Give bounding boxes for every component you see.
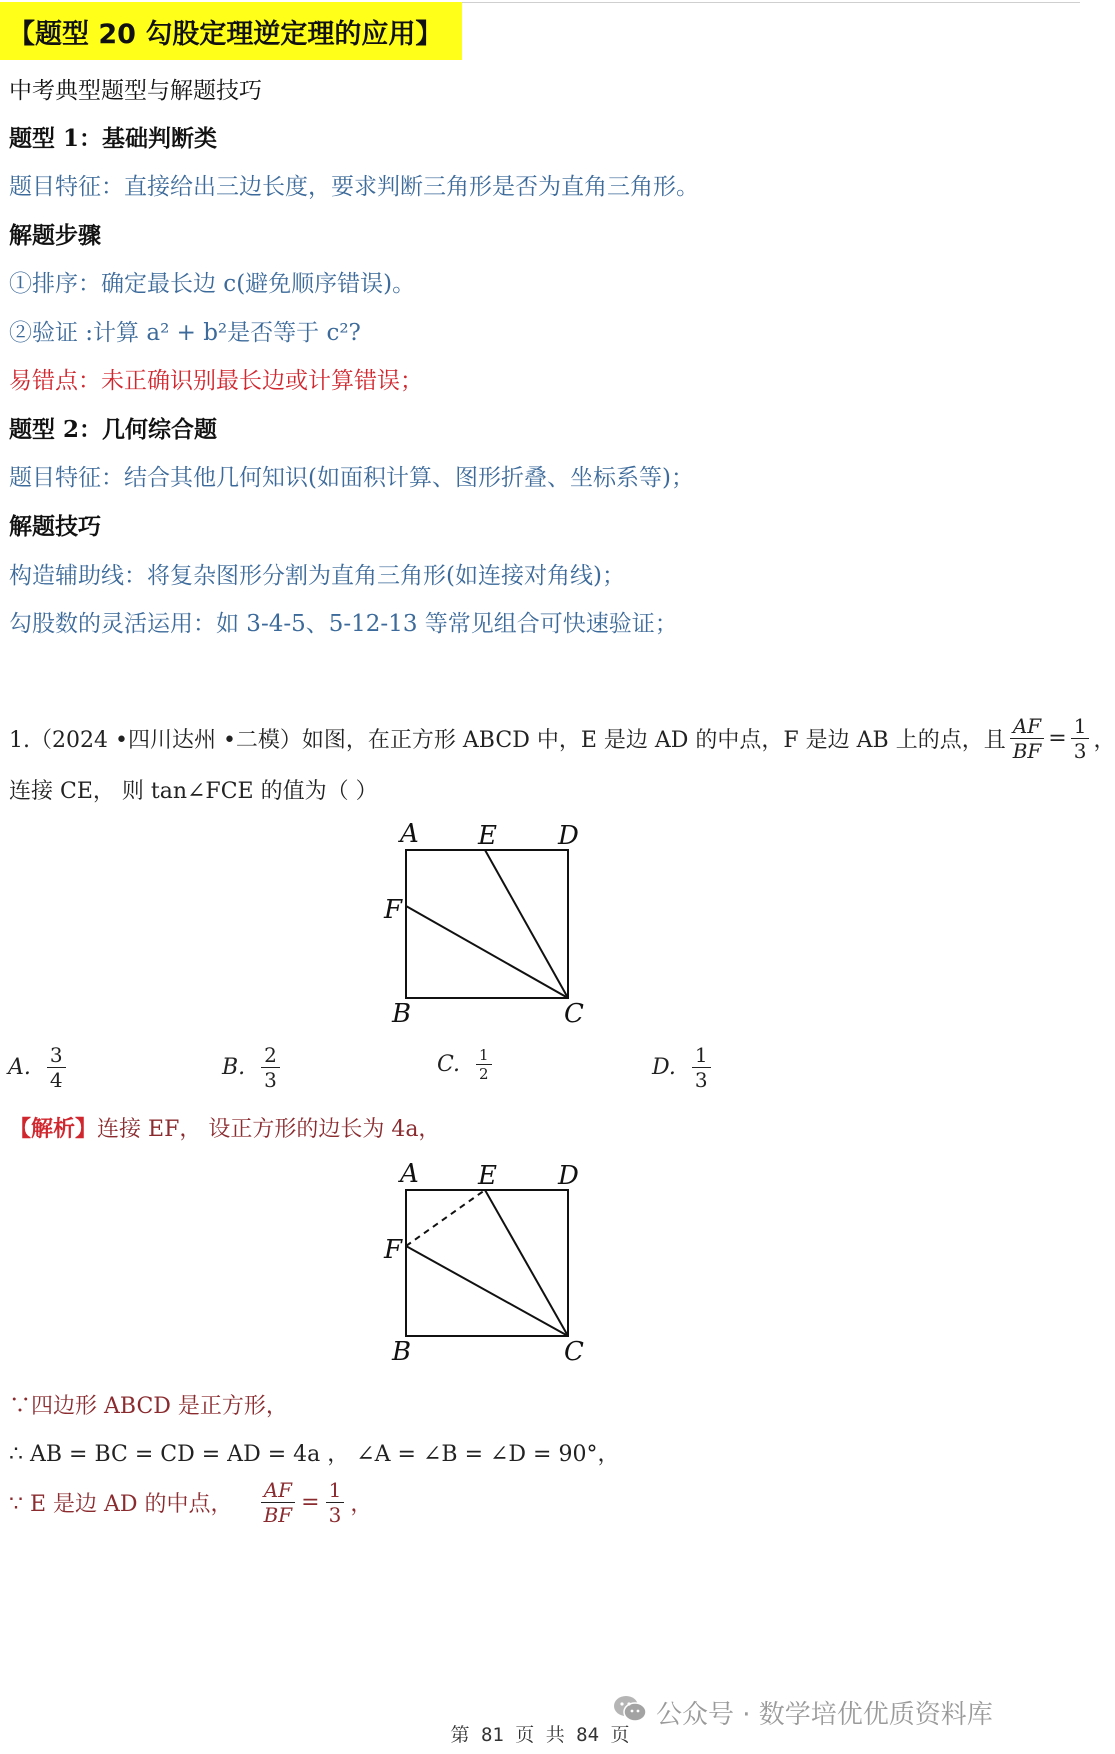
segment-fc bbox=[406, 906, 568, 998]
ratio-value-numerator: 1 bbox=[1071, 714, 1090, 739]
option-d[interactable] bbox=[652, 1043, 711, 1092]
solution-ratio-value-num: 1 bbox=[326, 1478, 345, 1503]
question-line-2: 连接 CE， 则 tan∠FCE 的值为（ ） bbox=[9, 779, 378, 804]
label-f: F bbox=[384, 895, 403, 925]
type1-feature: 题目特征：直接给出三边长度，要求判断三角形是否为直角三角形。 bbox=[9, 174, 699, 200]
square-outline bbox=[406, 850, 568, 998]
solution-ratio-fraction bbox=[261, 1478, 296, 1527]
option-a[interactable] bbox=[8, 1043, 66, 1092]
option-b-den: 3 bbox=[264, 1068, 277, 1092]
question-stem bbox=[9, 714, 1115, 763]
label-a: A bbox=[400, 819, 419, 849]
type2-feature: 题目特征：结合其他几何知识(如面积计算、图形折叠、坐标系等)； bbox=[9, 465, 694, 491]
solution-square-outline bbox=[406, 1190, 568, 1336]
option-c[interactable] bbox=[437, 1046, 492, 1083]
option-c-fraction bbox=[476, 1046, 492, 1083]
solution-segment-fc bbox=[406, 1246, 568, 1336]
option-d-num: 1 bbox=[692, 1043, 711, 1068]
solution-figure bbox=[380, 1159, 620, 1372]
watermark-text: 公众号 · 数学培优优质资料库 bbox=[656, 1700, 993, 1730]
pitfall-note: 易错点：未正确识别最长边或计算错误； bbox=[9, 368, 423, 394]
steps-title: 解题步骤 bbox=[9, 222, 101, 249]
option-d-fraction bbox=[692, 1043, 711, 1092]
segment-ec bbox=[485, 850, 568, 998]
solution-ratio-eq: = bbox=[301, 1490, 320, 1515]
step-1: ①排序：确定最长边 c(避免顺序错误)。 bbox=[9, 271, 416, 297]
solution-line-1-text: 连接 EF， 设正方形的边长为 4a， bbox=[97, 1117, 441, 1142]
option-a-letter: A. bbox=[8, 1055, 31, 1080]
sol-label-d: D bbox=[558, 1161, 579, 1191]
ratio-value-denominator: 3 bbox=[1073, 739, 1087, 763]
ratio-value bbox=[1071, 714, 1090, 763]
sol-label-f: F bbox=[384, 1235, 403, 1265]
option-b-num: 2 bbox=[261, 1043, 280, 1068]
option-a-fraction bbox=[47, 1043, 66, 1092]
solution-segment-ef-dashed bbox=[406, 1190, 485, 1246]
sol-label-a: A bbox=[400, 1159, 419, 1189]
solution-line-4-post: ， bbox=[350, 1492, 373, 1517]
option-c-den: 2 bbox=[479, 1065, 489, 1083]
solution-segment-ec bbox=[485, 1190, 568, 1336]
ratio-comma: ， bbox=[1093, 728, 1115, 753]
option-c-num: 1 bbox=[476, 1046, 492, 1065]
solution-tag: 【解析】 bbox=[9, 1116, 98, 1142]
solution-ratio-value bbox=[326, 1478, 345, 1527]
label-e: E bbox=[478, 821, 497, 851]
solution-ratio-value-den: 3 bbox=[328, 1503, 342, 1527]
square-figure bbox=[380, 820, 620, 1035]
tip-1: 构造辅助线：将复杂图形分割为直角三角形(如连接对角线)； bbox=[9, 563, 625, 589]
solution-ratio-den: BF bbox=[263, 1503, 293, 1527]
solution-line-1 bbox=[9, 1112, 440, 1143]
tip-2: 勾股数的灵活运用：如 3-4-5、5-12-13 等常见组合可快速验证； bbox=[9, 611, 678, 637]
option-a-num: 3 bbox=[47, 1043, 66, 1068]
ratio-fraction bbox=[1010, 714, 1045, 763]
question-lead: 1.（2024 •四川达州 •二模）如图，在正方形 ABCD 中，E 是边 AD 的中点，F 是边 AB 上的点，且 bbox=[9, 728, 1006, 753]
option-c-letter: C. bbox=[437, 1052, 461, 1077]
top-divider bbox=[462, 2, 1080, 3]
option-b[interactable] bbox=[222, 1043, 280, 1092]
sol-label-b: B bbox=[392, 1337, 412, 1367]
solution-ratio-num: AF bbox=[261, 1478, 295, 1503]
intro-heading: 中考典型题型与解题技巧 bbox=[9, 78, 262, 104]
ratio-numerator: AF bbox=[1010, 714, 1044, 739]
option-b-fraction bbox=[261, 1043, 280, 1092]
type1-title: 题型 1：基础判断类 bbox=[9, 125, 218, 152]
ratio-equals: = bbox=[1048, 726, 1067, 751]
step-2: ②验证 :计算 a² + b²是否等于 c²? bbox=[9, 320, 361, 346]
label-d: D bbox=[558, 821, 579, 851]
option-d-den: 3 bbox=[694, 1068, 708, 1092]
page-number: 第 81 页 共 84 页 bbox=[450, 1724, 630, 1746]
option-a-den: 4 bbox=[49, 1068, 63, 1092]
label-b: B bbox=[392, 999, 412, 1029]
label-c: C bbox=[564, 999, 584, 1029]
solution-line-3: ∴ AB = BC = CD = AD = 4a ， ∠A = ∠B = ∠D = 90°， bbox=[9, 1442, 620, 1467]
section-title: 【题型 20 勾股定理逆定理的应用】 bbox=[0, 2, 462, 60]
solution-line-4 bbox=[9, 1478, 372, 1527]
type2-title: 题型 2：几何综合题 bbox=[9, 416, 218, 443]
ratio-denominator: BF bbox=[1012, 739, 1042, 763]
option-d-letter: D. bbox=[652, 1055, 676, 1080]
sol-label-e: E bbox=[478, 1161, 497, 1191]
sol-label-c: C bbox=[564, 1337, 584, 1367]
option-b-letter: B. bbox=[222, 1055, 246, 1080]
solution-line-2: ∵四边形 ABCD 是正方形， bbox=[9, 1394, 288, 1419]
tips-title: 解题技巧 bbox=[9, 513, 101, 540]
solution-line-4-pre: ∵ E 是边 AD 的中点， bbox=[9, 1492, 233, 1517]
